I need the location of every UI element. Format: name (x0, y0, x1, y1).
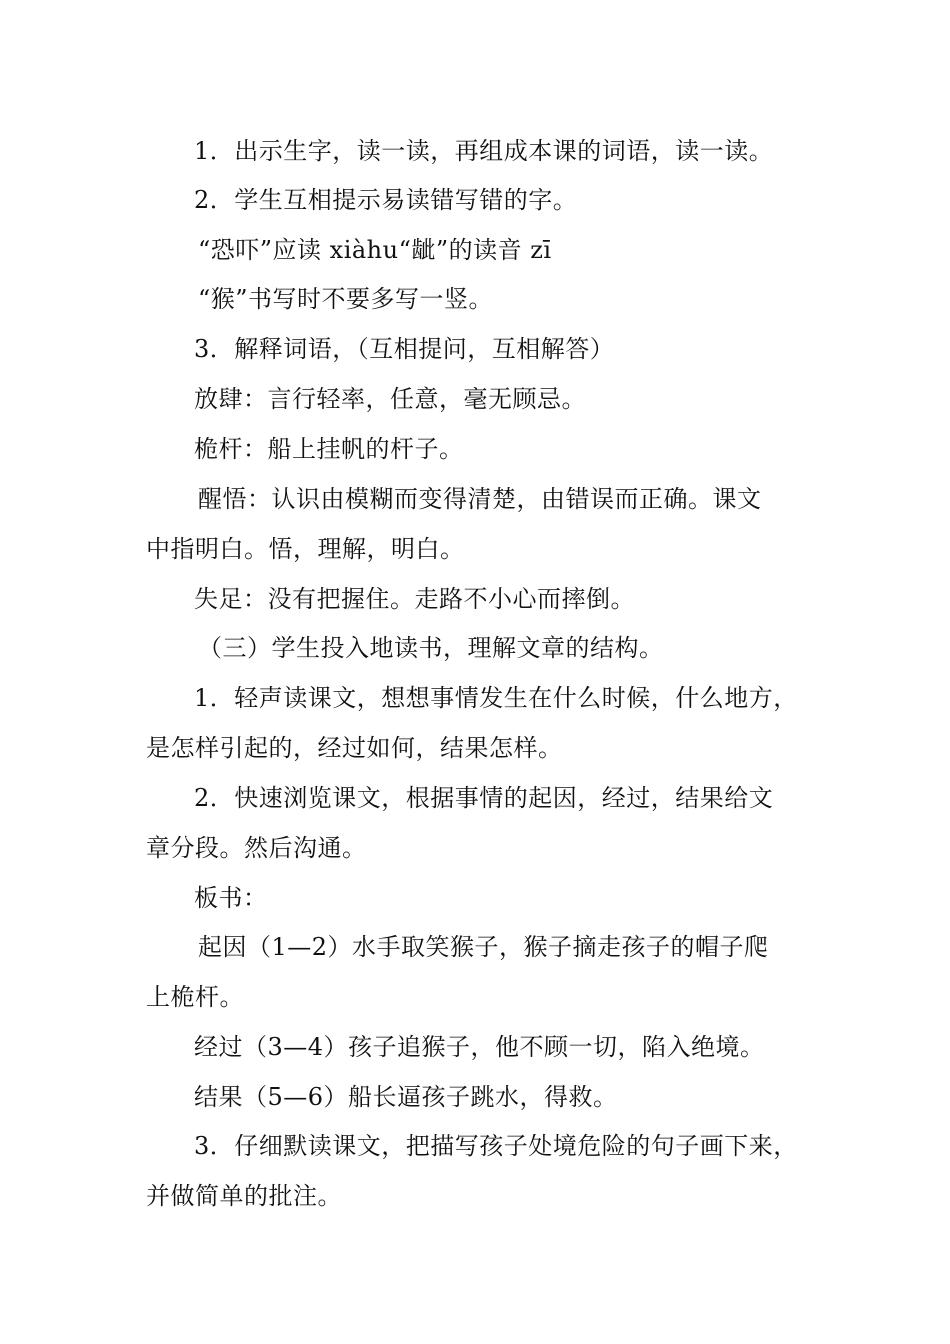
paragraph-line: 是怎样引起的，经过如何，结果怎样。 (146, 734, 563, 762)
paragraph-line: 3．解释词语，（互相提问，互相解答） (194, 335, 615, 363)
paragraph-line: 经过（3—4）孩子追猴子，他不顾一切，陷入绝境。 (194, 1033, 765, 1061)
paragraph-line: 起因（1—2）水手取笑猴子，猴子摘走孩子的帽子爬 (198, 933, 769, 961)
section-heading: （三）学生投入地读书，理解文章的结构。 (198, 634, 664, 662)
paragraph-line: 3．仔细默读课文，把描写孩子处境危险的句子画下来， (194, 1132, 798, 1160)
paragraph-line: 并做简单的批注。 (146, 1182, 342, 1210)
paragraph-line: “恐吓”应读 xiàhu“龇”的读音 zī (198, 236, 552, 264)
paragraph-line: 结果（5—6）船长逼孩子跳水，得救。 (194, 1083, 618, 1111)
paragraph-line: 2．快速浏览课文，根据事情的起因，经过，结果给文 (194, 784, 774, 812)
paragraph-line: 2．学生互相提示易读错写错的字。 (194, 186, 578, 214)
paragraph-line: 中指明白。悟，理解，明白。 (146, 535, 465, 563)
paragraph-line: 失足：没有把握住。走路不小心而摔倒。 (194, 585, 635, 613)
paragraph-line: “猴”书写时不要多写一竖。 (198, 285, 494, 313)
paragraph-line: 1．出示生字，读一读，再组成本课的词语，读一读。 (194, 137, 774, 165)
paragraph-line: 醒悟：认识由模糊而变得清楚，由错误而正确。课文 (198, 485, 762, 513)
paragraph-line: 放肆：言行轻率，任意，毫无顾忌。 (194, 385, 586, 413)
paragraph-line: 桅杆：船上挂帆的杆子。 (194, 435, 464, 463)
paragraph-line: 章分段。然后沟通。 (146, 834, 367, 862)
board-heading: 板书： (194, 884, 268, 912)
paragraph-line: 上桅杆。 (146, 983, 244, 1011)
paragraph-line: 1．轻声读课文，想想事情发生在什么时候，什么地方， (194, 684, 798, 712)
